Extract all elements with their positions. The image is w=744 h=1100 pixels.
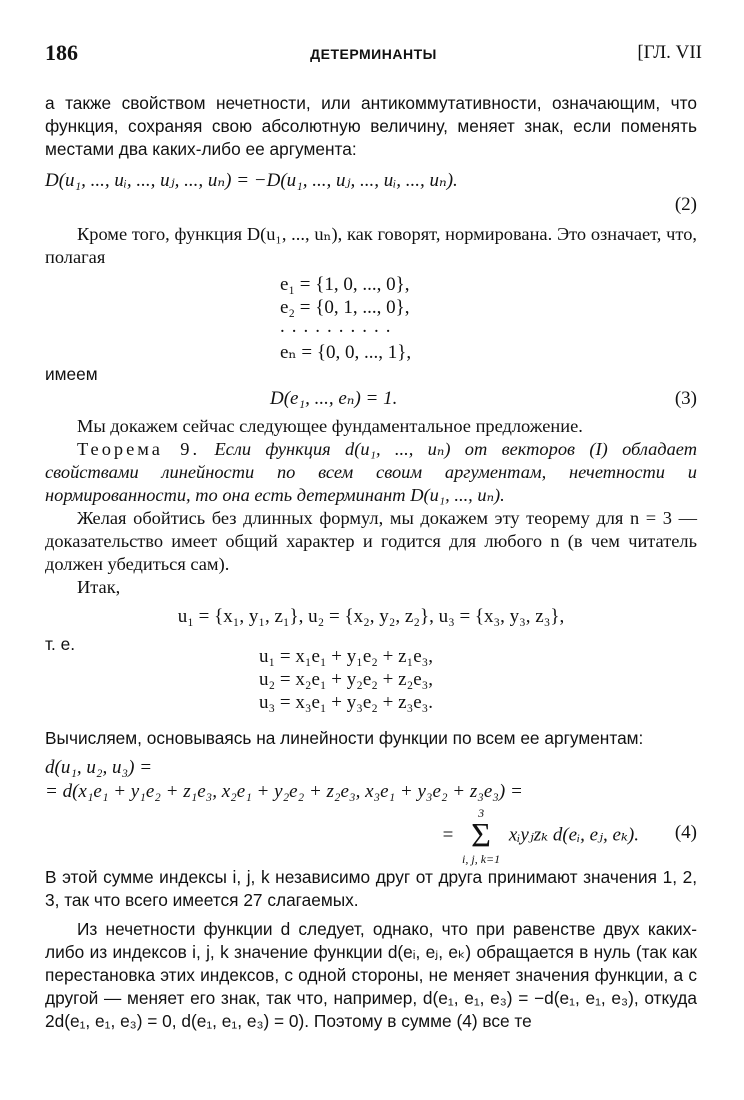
- equation-4: [45, 756, 697, 866]
- word-te: т. е.: [45, 634, 76, 654]
- summation-lower: i, j, k=1: [462, 852, 501, 866]
- vector-coordinates: u₁ = {x₁, y₁, z₁}, u₂ = {x₂, y₂, z₂}, u₃ = {x₃, y₃, z₃},: [177, 606, 565, 627]
- equation-2-number: (2): [674, 194, 697, 215]
- theorem-9: [45, 438, 697, 507]
- expansion-u1: u₁ = x₁e₁ + y₁e₂ + z₁e₃,: [259, 646, 433, 667]
- unit-vectors: [45, 273, 697, 369]
- summation-upper: 3: [478, 806, 485, 820]
- running-title: ДЕТЕРМИНАНТЫ: [310, 46, 437, 62]
- equation-3-number: (3): [674, 388, 697, 409]
- page-body: [45, 92, 697, 1033]
- equation-4-rhs: xᵢyⱼzₖ d(eᵢ, eⱼ, eₖ).: [508, 824, 639, 846]
- page-header: [45, 40, 702, 70]
- theorem-text: Если функция d(u₁, ..., uₙ) от векторов (I) обладает свойствами линейности по всем своим аргументам, нечетности и нормированности, то она есть детерминант D(u₁, ..., uₙ).: [45, 439, 697, 505]
- paragraph-proof-plan: Желая обойтись без длинных формул, мы докажем эту теорему для n = 3 — доказательство имеет общий характер и годится для любого n (в чем читатель должен убедиться сам).: [45, 508, 697, 574]
- word-imeem: имеем: [45, 364, 98, 384]
- paragraph-27-terms: В этой сумме индексы i, j, k независимо друг от друга принимают значения 1, 2, 3, так что всего имеется 27 слагаемых.: [45, 867, 697, 910]
- paragraph-intro-theorem: Мы докажем сейчас следующее фундаментальное предложение.: [77, 416, 583, 436]
- equation-3-body: D(e₁, ..., eₙ) = 1.: [270, 388, 398, 409]
- unit-vector-e1: e₁ = {1, 0, ..., 0},: [280, 274, 410, 295]
- unit-vector-en: eₙ = {0, 0, ..., 1},: [280, 342, 412, 363]
- vector-expansions: [45, 633, 697, 715]
- equation-4-number: (4): [674, 822, 697, 843]
- equation-4-line3: [45, 806, 697, 866]
- equation-4-equals: =: [442, 824, 454, 846]
- expansion-u2: u₂ = x₂e₁ + y₂e₂ + z₂e₃,: [259, 669, 433, 690]
- equation-4-line1: d(u₁, u₂, u₃) =: [45, 757, 153, 778]
- summation-sign: Σ: [471, 817, 491, 854]
- expansion-u3: u₃ = x₃e₁ + y₃e₂ + z₃e₃.: [259, 692, 433, 713]
- vector-definitions: [45, 599, 697, 633]
- paragraph-antisymmetry-consequence: Из нечетности функции d следует, однако, что при равенстве двух каких-либо из индексов i, j, k значение функции d(eᵢ, eⱼ, eₖ) обращается в нуль (так как перестановка этих индексов, с одной стороны, не меняет значения функции, а с другой — меняет его знак, так что, например, d(e₁, e₁, e₃) = −d(e₁, e₁, e₃), откуда 2d(e₁, e₁, e₃) = 0, d(e₁, e₁, e₃) = 0). Поэтому в сумме (4) все те: [45, 919, 697, 1031]
- unit-vector-e2: e₂ = {0, 1, ..., 0},: [280, 297, 410, 318]
- word-itak: Итак,: [77, 577, 121, 597]
- summation: [462, 806, 500, 866]
- equation-3: [45, 364, 697, 413]
- chapter-label: [ГЛ. VII: [637, 42, 702, 63]
- paragraph-compute: Вычисляем, основываясь на линейности функции по всем ее аргументам:: [45, 728, 644, 748]
- equation-2: [45, 169, 697, 215]
- unit-vector-dots: ..........: [280, 316, 398, 337]
- equation-2-body: D(u₁, ..., uᵢ, ..., uⱼ, ..., uₙ) = −D(u₁, ..., uⱼ, ..., uᵢ, ..., uₙ).: [45, 170, 458, 191]
- page-number: 186: [45, 40, 78, 65]
- theorem-label: Теорема 9.: [77, 439, 201, 459]
- equation-4-line2: = d(x₁e₁ + y₁e₂ + z₁e₃, x₂e₁ + y₂e₂ + z₂e₃, x₃e₁ + y₃e₂ + z₃e₃) =: [45, 781, 523, 802]
- paragraph-normalized: Кроме того, функция D(u₁, ..., uₙ), как говорят, нормирована. Это означает, что, полагая: [45, 224, 697, 267]
- paragraph-antisymmetry: а также свойством нечетности, или антикоммутативности, означающим, что функция, сохраняя свою абсолютную величину, меняет знак, если поменять местами два каких-либо ее аргумента:: [45, 93, 697, 159]
